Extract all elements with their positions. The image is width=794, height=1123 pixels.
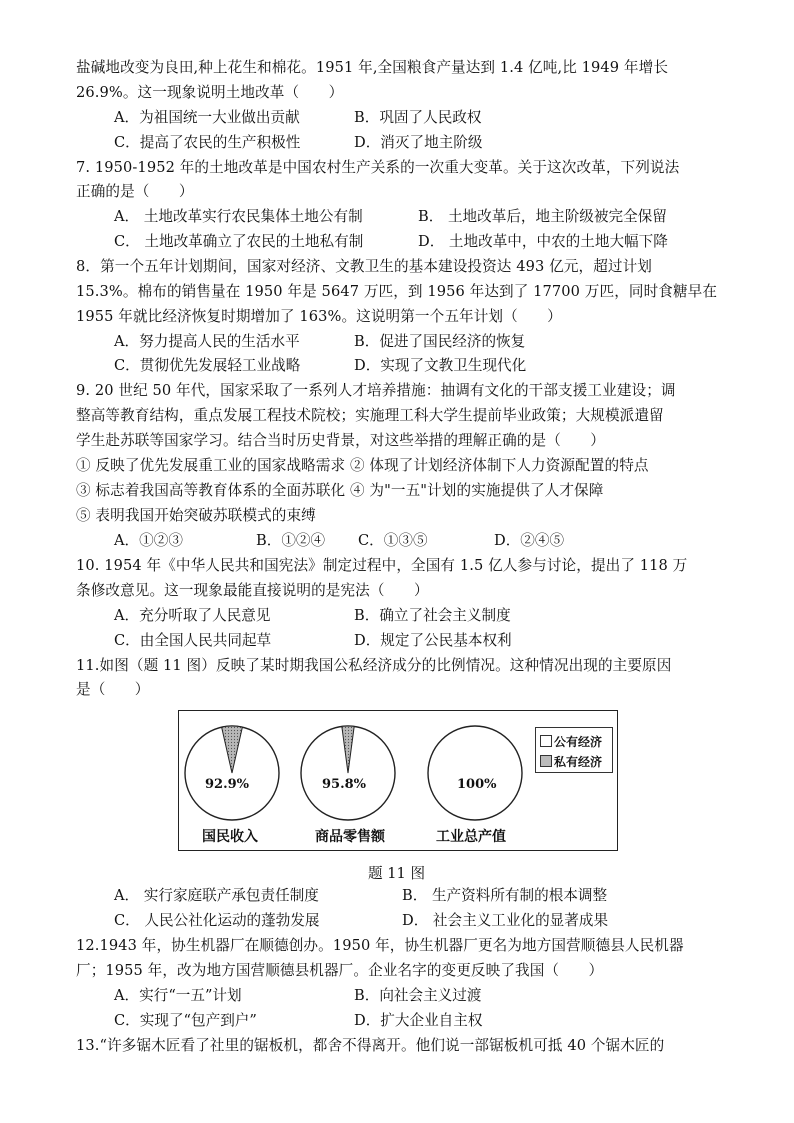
q7-option-d: D． 土地改革中，中农的土地大幅下降 <box>418 233 668 250</box>
q9-item-5: ⑤ 表明我国开始突破苏联模式的束缚 <box>76 507 316 524</box>
pie-3-value: 100% <box>457 777 497 792</box>
q10-option-b: B．确立了社会主义制度 <box>354 607 511 624</box>
q6-option-b: B．巩固了人民政权 <box>354 109 482 126</box>
q8-stem-line1: 8．第一个五年计划期间，国家对经济、文教卫生的基本建设投资达 493 亿元，超过计划 <box>76 258 652 275</box>
legend-public-swatch <box>540 735 552 747</box>
pie-legend <box>535 727 613 773</box>
q12-option-b: B．向社会主义过渡 <box>354 987 482 1004</box>
q7-option-b: B． 土地改革后，地主阶级被完全保留 <box>418 208 667 225</box>
q9-option-a: A．①②③ <box>114 532 183 549</box>
q11-option-d: D． 社会主义工业化的显著成果 <box>402 912 609 929</box>
q8-option-d: D．实现了文教卫生现代化 <box>354 357 527 374</box>
legend-public <box>540 733 602 750</box>
q12-option-c: C．实现了“包产到户” <box>114 1012 257 1029</box>
legend-private-label: 私有经济 <box>554 755 603 769</box>
q8-option-c: C．贯彻优先发展轻工业战略 <box>114 357 301 374</box>
q6-option-c: C．提高了农民的生产积极性 <box>114 134 301 151</box>
q9-stem-line3: 学生赴苏联等国家学习。结合当时历史背景，对这些举措的理解正确的是（ ） <box>76 432 605 449</box>
q11-stem-line2: 是（ ） <box>76 681 150 698</box>
pie-1-value: 92.9% <box>205 777 250 792</box>
q6-stem-line1: 盐碱地改变为良田,种上花生和棉花。1951 年,全国粮食产量达到 1.4 亿吨,比 1949 年增长 <box>76 59 669 76</box>
q10-stem-line2: 条修改意见。这一现象最能直接说明的是宪法（ ） <box>76 582 429 599</box>
q9-item-1-2: ① 反映了优先发展重工业的国家战略需求 ② 体现了计划经济体制下人力资源配置的特点 <box>76 457 649 474</box>
q9-stem-line2: 整高等教育结构，重点发展工程技术院校；实施理工科大学生提前毕业政策；大规模派遣留 <box>76 407 664 424</box>
q8-option-a: A．努力提高人民的生活水平 <box>114 333 300 350</box>
q11-option-c: C． 人民公社化运动的蓬勃发展 <box>114 912 320 929</box>
q6-stem-line2: 26.9%。这一现象说明土地改革（ ） <box>76 84 344 101</box>
legend-private <box>540 753 602 770</box>
pie-1-label: 国民收入 <box>202 829 258 845</box>
q9-stem-line1: 9. 20 世纪 50 年代，国家采取了一系列人才培养措施：抽调有文化的干部支援工业建设；调 <box>76 382 676 399</box>
q12-option-a: A．实行“一五”计划 <box>114 987 242 1004</box>
q13-stem-line1: 13.“许多锯木匠看了社里的锯板机，都舍不得离开。他们说一部锯板机可抵 40 个锯木匠的 <box>76 1037 665 1054</box>
pie-2-label: 商品零售额 <box>315 829 385 845</box>
q8-option-b: B．促进了国民经济的恢复 <box>354 333 526 350</box>
q10-option-c: C．由全国人民共同起草 <box>114 632 272 649</box>
q12-stem-line1: 12.1943 年，协生机器厂在顺德创办。1950 年，协生机器厂更名为地方国营顺德县人民机器 <box>76 937 684 954</box>
q11-option-a: A． 实行家庭联产承包责任制度 <box>114 887 319 904</box>
q9-item-3-4: ③ 标志着我国高等教育体系的全面苏联化 ④ 为"一五"计划的实施提供了人才保障 <box>76 482 604 499</box>
q8-stem-line2: 15.3%。棉布的销售量在 1950 年是 5647 万匹，到 1956 年达到了 17700 万匹，同时食糖早在 <box>76 283 718 300</box>
pie-3-label: 工业总产值 <box>436 829 506 845</box>
q10-option-a: A．充分听取了人民意见 <box>114 607 271 624</box>
q7-option-a: A． 土地改革实行农民集体土地公有制 <box>114 208 363 225</box>
q6-option-a: A．为祖国统一大业做出贡献 <box>114 109 300 126</box>
q9-option-b: B．①②④ <box>256 532 326 549</box>
q9-option-c: C．①③⑤ <box>358 532 428 549</box>
legend-public-label: 公有经济 <box>554 735 603 749</box>
q12-stem-line2: 厂；1955 年，改为地方国营顺德县机器厂。企业名字的变更反映了我国（ ） <box>76 962 604 979</box>
q11-pie-figure <box>178 710 618 851</box>
figure-caption: 题 11 图 <box>368 865 426 882</box>
q6-option-d: D．消灭了地主阶级 <box>354 134 483 151</box>
q10-stem-line1: 10. 1954 年《中华人民共和国宪法》制定过程中，全国有 1.5 亿人参与讨论，提出了 118 万 <box>76 557 688 574</box>
q7-stem-line1: 7. 1950-1952 年的土地改革是中国农村生产关系的一次重大变革。关于这次改革，下列说法 <box>76 159 680 176</box>
q9-option-d: D．②④⑤ <box>494 532 565 549</box>
legend-private-swatch <box>540 755 552 767</box>
q11-option-b: B． 生产资料所有制的根本调整 <box>402 887 608 904</box>
q7-option-c: C． 土地改革确立了农民的土地私有制 <box>114 233 364 250</box>
q11-stem-line1: 11.如图（题 11 图）反映了某时期我国公私经济成分的比例情况。这种情况出现的主要原因 <box>76 657 672 674</box>
q8-stem-line3: 1955 年就比经济恢复时期增加了 163%。这说明第一个五年计划（ ） <box>76 308 562 325</box>
q10-option-d: D．规定了公民基本权利 <box>354 632 512 649</box>
q12-option-d: D．扩大企业自主权 <box>354 1012 483 1029</box>
q7-stem-line2: 正确的是（ ） <box>76 183 194 200</box>
pie-2-value: 95.8% <box>322 777 367 792</box>
pie-3-public-slice <box>428 726 522 820</box>
